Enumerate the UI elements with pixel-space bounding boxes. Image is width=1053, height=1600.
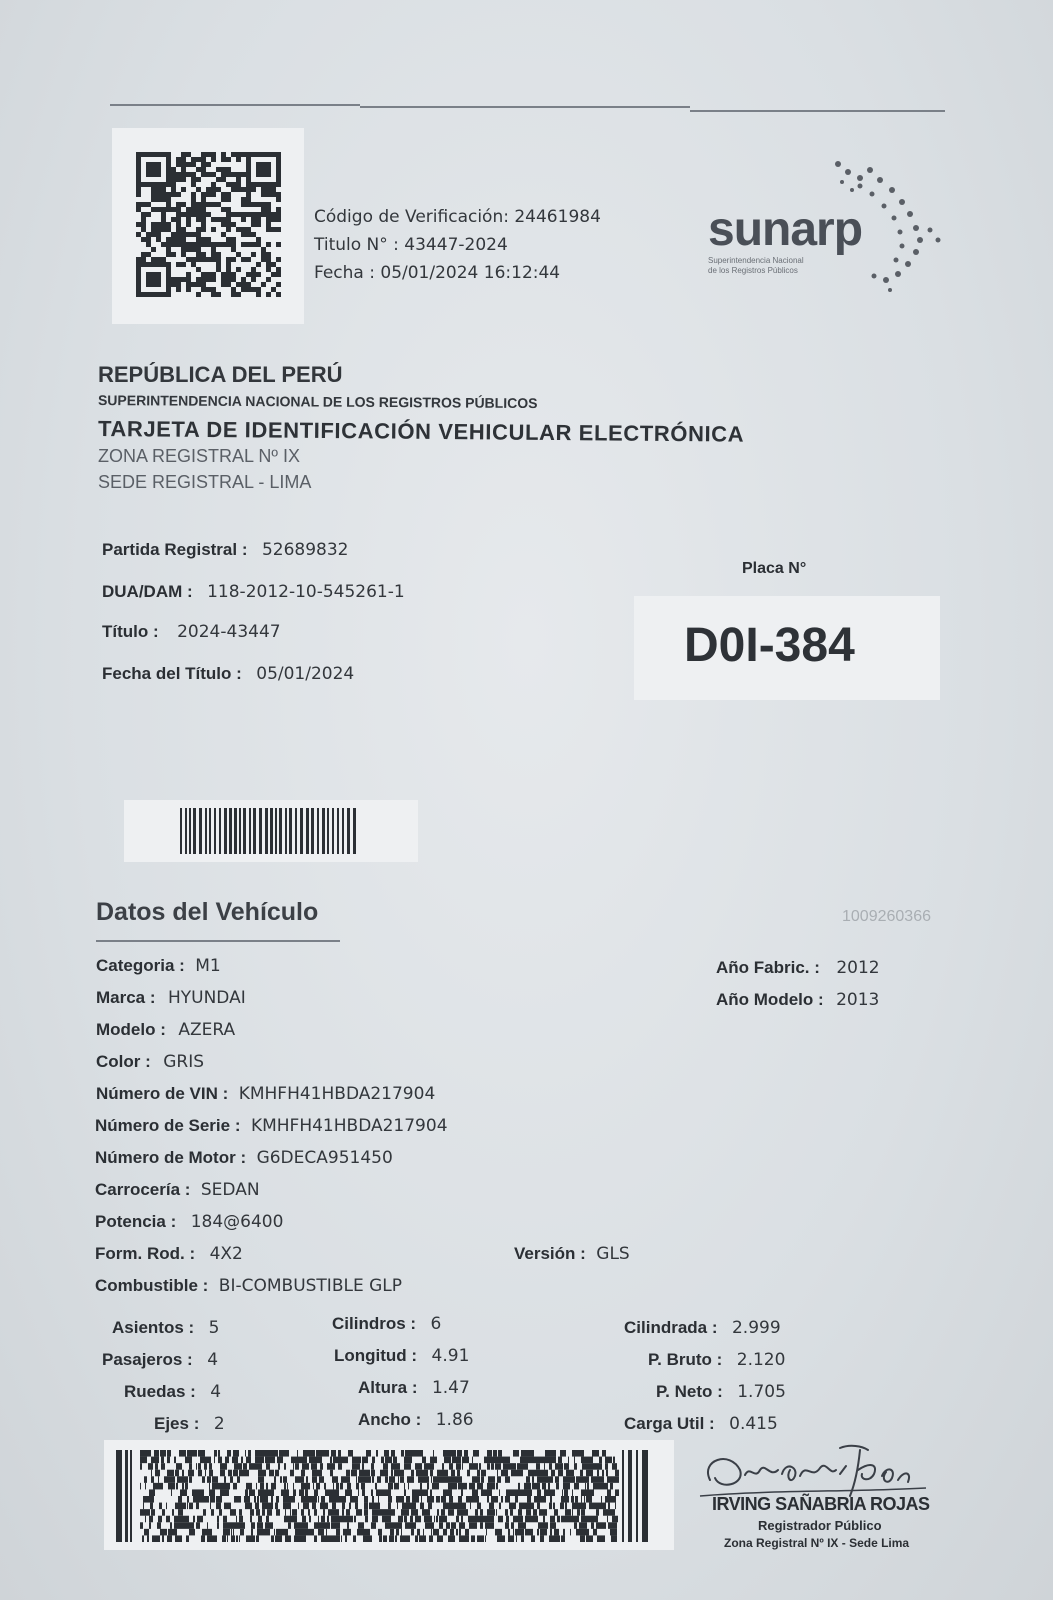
titulo-value: 2024-43447 bbox=[177, 622, 281, 642]
cilindros-label: Cilindros : bbox=[332, 1314, 417, 1333]
partida-label: Partida Registral : bbox=[102, 540, 248, 559]
titulo-label: Título : bbox=[102, 622, 159, 641]
vin-label: Número de VIN : bbox=[96, 1084, 229, 1103]
modelo-value: AZERA bbox=[178, 1020, 236, 1040]
potencia-value: 184@6400 bbox=[190, 1212, 284, 1232]
anio-mod-label: Año Modelo : bbox=[716, 990, 824, 1009]
dua-value: 118-2012-10-545261-1 bbox=[207, 582, 405, 602]
anio-fab-label: Año Fabric. : bbox=[716, 958, 820, 977]
potencia bbox=[95, 1212, 283, 1232]
longitud-value: 4.91 bbox=[431, 1346, 470, 1366]
placa-box bbox=[634, 596, 940, 700]
serie-value: KMHFH41HBDA217904 bbox=[250, 1116, 448, 1136]
verification-date: Fecha : 05/01/2024 16:12:44 bbox=[314, 263, 561, 283]
top-rule bbox=[360, 106, 690, 108]
carroceria-label: Carrocería : bbox=[95, 1180, 191, 1199]
heading-sede: SEDE REGISTRAL - LIMA bbox=[98, 472, 312, 492]
barcode-box bbox=[124, 800, 418, 862]
heading-zona: ZONA REGISTRAL Nº IX bbox=[98, 446, 300, 466]
version-label: Versión : bbox=[514, 1244, 586, 1263]
heading-superintendencia: SUPERINTENDENCIA NACIONAL DE LOS REGISTROS PÚBLICOS bbox=[97, 392, 538, 412]
anio-fab-value: 2012 bbox=[836, 958, 880, 978]
carroceria-value: SEDAN bbox=[200, 1180, 260, 1200]
anio-fabricacion bbox=[716, 958, 880, 978]
ejes bbox=[154, 1414, 225, 1434]
motor-label: Número de Motor : bbox=[95, 1148, 247, 1167]
section-underline bbox=[96, 940, 340, 942]
fecha-titulo bbox=[102, 664, 354, 684]
signer-role: Registrador Público bbox=[758, 1518, 882, 1533]
serial-number: 1009260366 bbox=[842, 908, 931, 925]
categoria-value: M1 bbox=[195, 956, 221, 976]
vin-value: KMHFH41HBDA217904 bbox=[238, 1084, 436, 1104]
pneto-value: 1.705 bbox=[737, 1382, 786, 1402]
color bbox=[96, 1052, 204, 1072]
asientos-label: Asientos : bbox=[112, 1318, 195, 1337]
ancho-value: 1.86 bbox=[435, 1410, 474, 1430]
longitud-label: Longitud : bbox=[334, 1346, 418, 1365]
altura bbox=[358, 1378, 470, 1398]
top-rule bbox=[110, 104, 360, 106]
p-bruto bbox=[648, 1350, 785, 1370]
placa-label: Placa N° bbox=[742, 560, 807, 577]
ancho-label: Ancho : bbox=[358, 1410, 422, 1429]
barcode-small bbox=[180, 808, 360, 854]
pbruto-value: 2.120 bbox=[736, 1350, 786, 1370]
pasajeros bbox=[102, 1350, 218, 1370]
marca-label: Marca : bbox=[96, 988, 156, 1007]
cilindros-value: 6 bbox=[430, 1314, 442, 1334]
p-neto bbox=[656, 1382, 786, 1402]
cilindrada bbox=[624, 1318, 781, 1338]
categoria-label: Categoria : bbox=[96, 956, 185, 975]
logo-tagline-2: de los Registros Públicos bbox=[708, 266, 798, 275]
serie-label: Número de Serie : bbox=[95, 1116, 241, 1135]
heading-republica: REPÚBLICA DEL PERÚ bbox=[98, 362, 343, 387]
numero-vin bbox=[96, 1084, 435, 1104]
categoria bbox=[96, 956, 221, 976]
version bbox=[514, 1244, 630, 1264]
signer-name: IRVING SAÑABRIA ROJAS bbox=[712, 1494, 930, 1514]
motor-value: G6DECA951450 bbox=[256, 1148, 393, 1168]
fecha-titulo-value: 05/01/2024 bbox=[256, 664, 355, 684]
formrod-label: Form. Rod. : bbox=[95, 1244, 196, 1263]
cilindros bbox=[332, 1314, 441, 1334]
pneto-label: P. Neto : bbox=[656, 1382, 723, 1401]
partida-registral bbox=[102, 540, 348, 560]
ejes-label: Ejes : bbox=[154, 1414, 200, 1433]
pbruto-label: P. Bruto : bbox=[648, 1350, 723, 1369]
verification-code: Código de Verificación: 24461984 bbox=[314, 207, 601, 227]
section-title: Datos del Vehículo bbox=[96, 898, 319, 926]
qr-code-box bbox=[112, 128, 304, 324]
asientos-value: 5 bbox=[208, 1318, 220, 1338]
logo-tagline-1: Superintendencia Nacional bbox=[708, 256, 804, 265]
qr-code bbox=[136, 152, 282, 300]
marca bbox=[96, 988, 246, 1008]
carga-value: 0.415 bbox=[729, 1414, 778, 1434]
cilindrada-label: Cilindrada : bbox=[624, 1318, 718, 1337]
carroceria bbox=[95, 1180, 260, 1200]
dua-label: DUA/DAM : bbox=[102, 582, 193, 601]
placa-value: D0I-384 bbox=[684, 619, 855, 672]
pdf417-box bbox=[104, 1440, 674, 1550]
logo-wordmark: sunarp bbox=[708, 203, 863, 256]
combustible bbox=[95, 1276, 402, 1296]
ejes-value: 2 bbox=[213, 1414, 225, 1434]
version-value: GLS bbox=[596, 1244, 630, 1264]
modelo-label: Modelo : bbox=[96, 1020, 166, 1039]
numero-motor bbox=[95, 1148, 393, 1168]
ruedas bbox=[124, 1382, 221, 1402]
altura-label: Altura : bbox=[358, 1378, 418, 1397]
modelo bbox=[96, 1020, 235, 1040]
combustible-label: Combustible : bbox=[95, 1276, 209, 1295]
pdf417-barcode bbox=[116, 1450, 656, 1542]
carga-util bbox=[624, 1414, 778, 1434]
anio-modelo bbox=[716, 990, 879, 1010]
marca-value: HYUNDAI bbox=[167, 988, 246, 1008]
signature-block bbox=[690, 1440, 940, 1560]
titulo bbox=[102, 622, 281, 642]
ancho bbox=[358, 1410, 474, 1430]
longitud bbox=[334, 1346, 469, 1366]
signer-zone: Zona Registral Nº IX - Sede Lima bbox=[724, 1536, 910, 1550]
top-rule bbox=[690, 110, 945, 112]
form-rod bbox=[95, 1244, 243, 1264]
fecha-titulo-label: Fecha del Título : bbox=[102, 664, 242, 683]
dua-dam bbox=[102, 582, 405, 602]
heading-tarjeta: TARJETA DE IDENTIFICACIÓN VEHICULAR ELECTRÓNICA bbox=[97, 416, 745, 447]
pasajeros-value: 4 bbox=[207, 1350, 219, 1370]
color-value: GRIS bbox=[163, 1052, 205, 1072]
partida-value: 52689832 bbox=[261, 540, 349, 560]
carga-label: Carga Util : bbox=[624, 1414, 715, 1433]
potencia-label: Potencia : bbox=[95, 1212, 177, 1231]
formrod-value: 4X2 bbox=[209, 1244, 243, 1264]
asientos bbox=[112, 1318, 219, 1338]
ruedas-value: 4 bbox=[210, 1382, 222, 1402]
verification-title: Titulo N° : 43447-2024 bbox=[314, 235, 508, 255]
sunarp-logo bbox=[708, 150, 960, 300]
altura-value: 1.47 bbox=[431, 1378, 470, 1398]
numero-serie bbox=[95, 1116, 448, 1136]
color-label: Color : bbox=[96, 1052, 151, 1071]
anio-mod-value: 2013 bbox=[836, 990, 880, 1010]
pasajeros-label: Pasajeros : bbox=[102, 1350, 193, 1369]
combustible-value: BI-COMBUSTIBLE GLP bbox=[218, 1276, 402, 1296]
ruedas-label: Ruedas : bbox=[124, 1382, 196, 1401]
cilindrada-value: 2.999 bbox=[731, 1318, 781, 1338]
